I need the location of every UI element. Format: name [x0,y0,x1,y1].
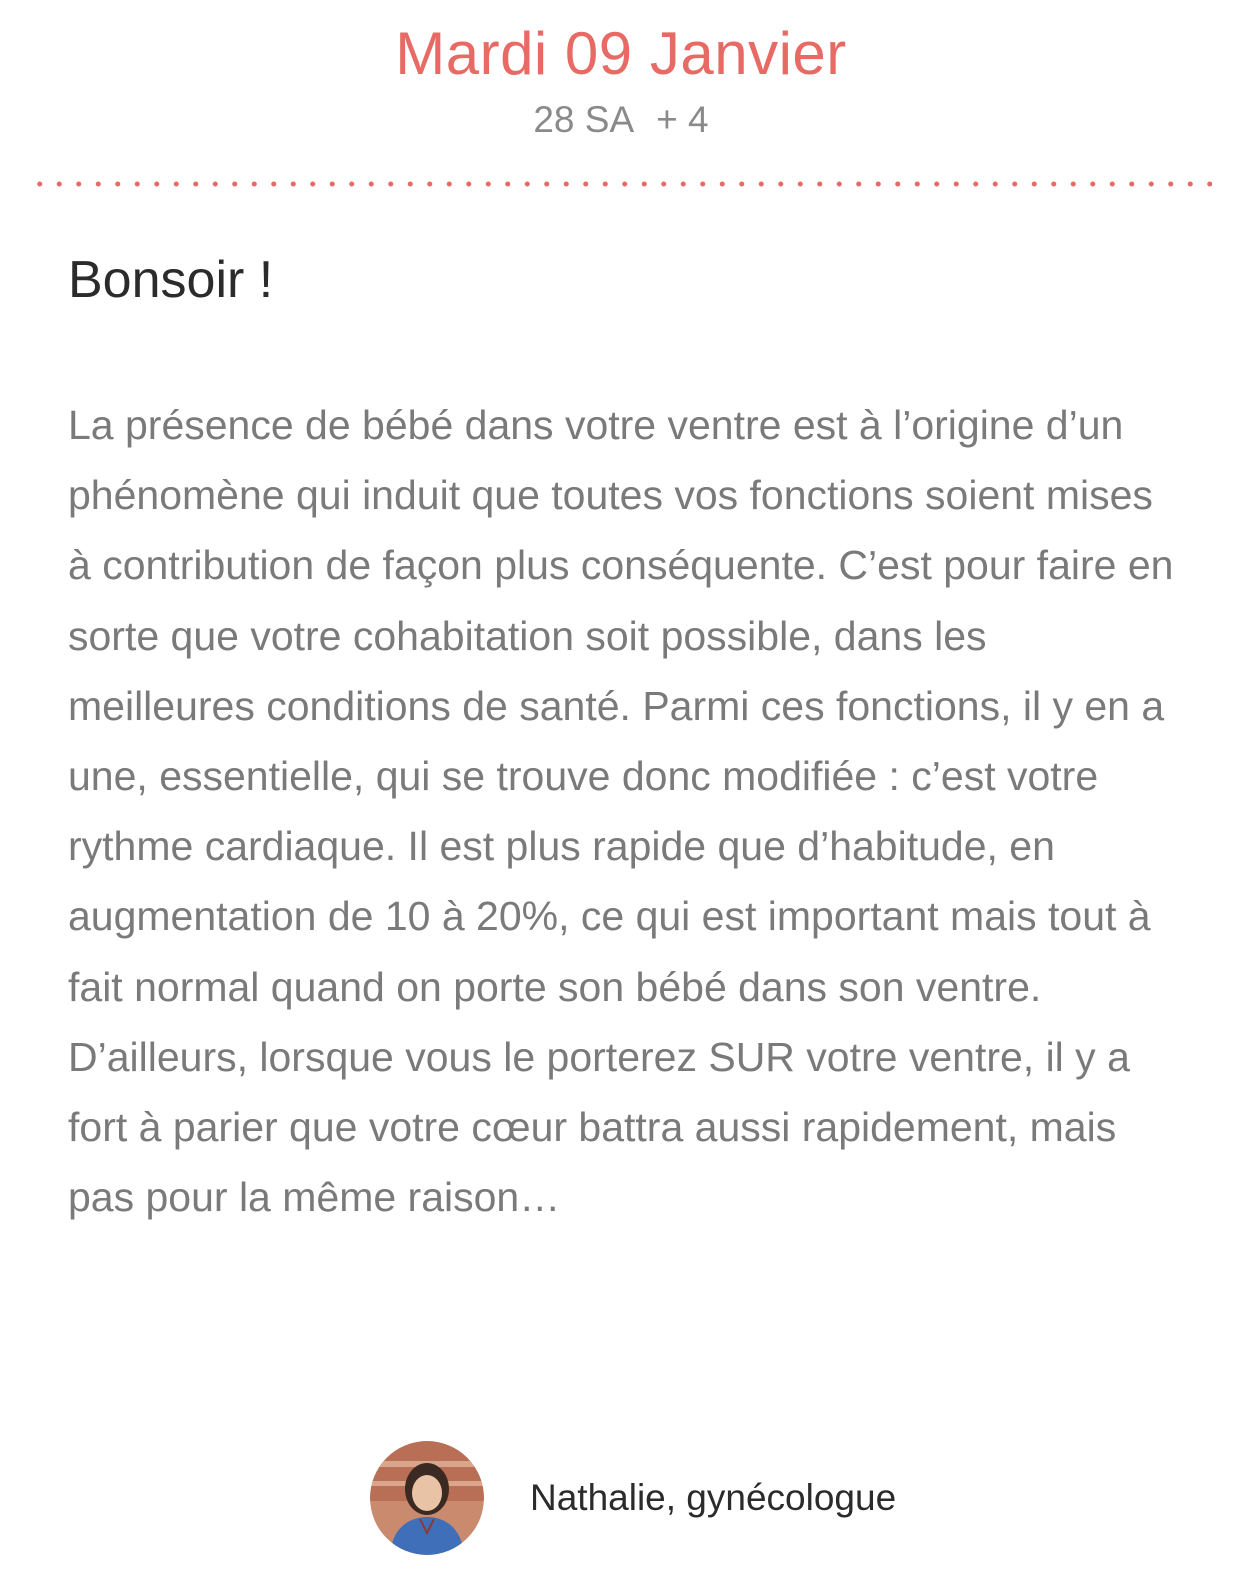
day-offset-label: + 4 [656,99,709,140]
pregnancy-week [0,96,1242,144]
week-label: 28 SA [533,99,635,140]
article-body: La présence de bébé dans votre ventre est à l’origine d’un phénomène qui induit que toutes vos fonctions soient mises à contribution de façon plus conséquente. C’est pour faire en sorte que votre cohabitation soit possible, dans les meilleures conditions de santé. Parmi ces fonctions, il y en a une, essentielle, qui se trouve donc modifiée : c’est votre rythme cardiaque. Il est plus rapide que d’habitude, en augmentation de 10 à 20%, ce qui est important mais tout à fait normal quand on porte son bébé dans son ventre. D’ailleurs, lorsque vous le porterez SUR votre ventre, il y a fort à parier que votre cœur battra aussi rapidement, mais pas pour la même raison… [68,402,1174,1221]
author-avatar [370,1441,484,1555]
avatar-photo-icon [370,1441,484,1555]
date-title: Mardi 09 Janvier [395,20,847,87]
dotted-divider [30,180,1212,188]
author-signature [370,1440,896,1556]
author-name: Nathalie, gynécologue [530,1477,897,1518]
greeting-heading: Bonsoir ! [68,251,274,309]
day-header [0,18,1242,144]
